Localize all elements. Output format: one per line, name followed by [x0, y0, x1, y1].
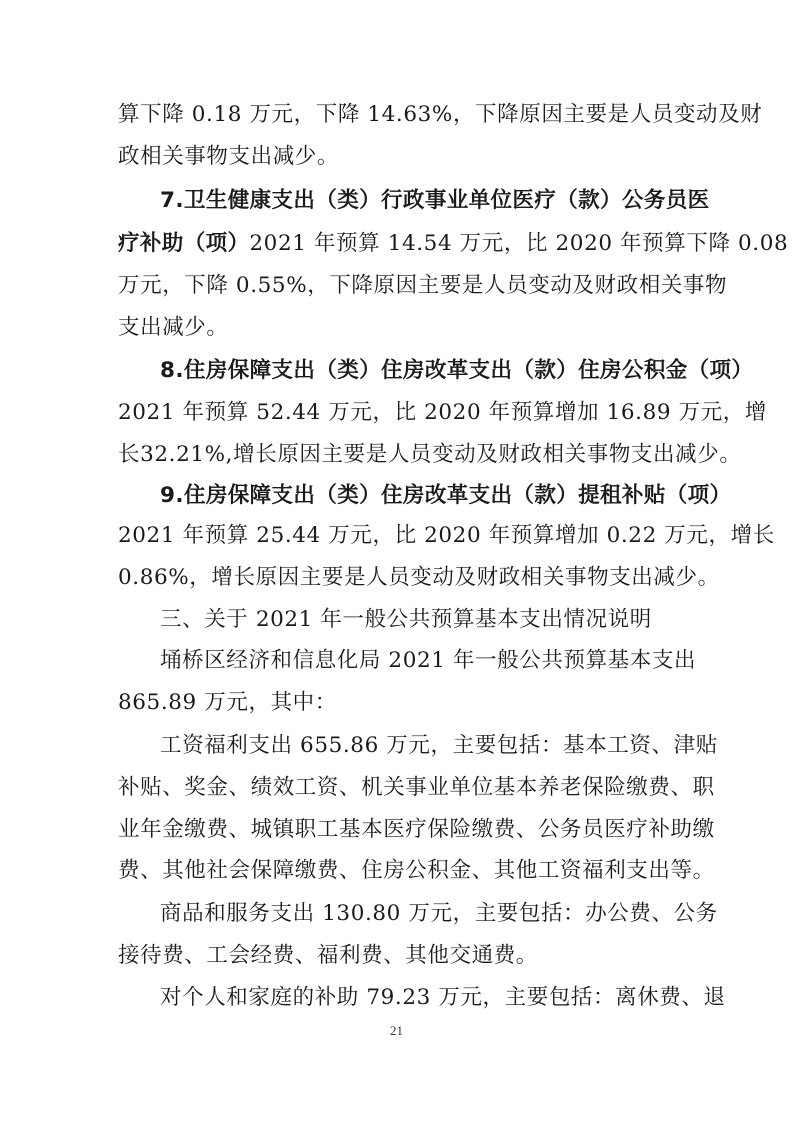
- paragraph-line: 业年金缴费、城镇职工基本医疗保险缴费、公务员医疗补助缴: [118, 817, 715, 842]
- paragraph-line: 工资福利支出 655.86 万元，主要包括：基本工资、津贴: [160, 733, 718, 758]
- paragraph-line: 算下降 0.18 万元，下降 14.63%，下降原因主要是人员变动及财: [118, 102, 763, 127]
- paragraph-line: 2021 年预算 25.44 万元，比 2020 年预算增加 0.22 万元，增长: [118, 523, 775, 548]
- paragraph-line: 商品和服务支出 130.80 万元，主要包括：办公费、公务: [160, 901, 718, 926]
- paragraph-line: 费、其他社会保障缴费、住房公积金、其他工资福利支出等。: [118, 858, 715, 883]
- paragraph-line: 接待费、工会经费、福利费、其他交通费。: [118, 943, 538, 968]
- page-number: 21: [390, 1023, 403, 1038]
- paragraph-line: 补贴、奖金、绩效工资、机关事业单位基本养老保险缴费、职: [118, 775, 715, 800]
- paragraph-line: 2021 年预算 52.44 万元，比 2020 年预算增加 16.89 万元，增: [118, 400, 767, 425]
- paragraph-line: 865.89 万元，其中：: [118, 690, 337, 715]
- paragraph-line: 政相关事物支出减少。: [118, 144, 340, 169]
- paragraph-line: 万元，下降 0.55%，下降原因主要是人员变动及财政相关事物: [118, 273, 728, 298]
- section-heading-health-cont: 疗补助（项）: [118, 231, 250, 256]
- paragraph-line: 支出减少。: [118, 315, 229, 340]
- section-heading-rent-subsidy: 9.住房保障支出（类）住房改革支出（款）提租补贴（项）: [160, 483, 732, 508]
- section-heading-housing-fund: 8.住房保障支出（类）住房改革支出（款）住房公积金（项）: [160, 358, 754, 383]
- paragraph-line: 对个人和家庭的补助 79.23 万元，主要包括：离休费、退: [160, 985, 726, 1010]
- paragraph-line: 0.86%，增长原因主要是人员变动及财政相关事物支出减少。: [118, 565, 720, 590]
- paragraph-line: [118, 229, 789, 259]
- section-heading-health: 7.卫生健康支出（类）行政事业单位医疗（款）公务员医: [160, 188, 710, 213]
- section-heading-basic-expenditure: 三、关于 2021 年一般公共预算基本支出情况说明: [160, 607, 652, 632]
- paragraph-line: 埇桥区经济和信息化局 2021 年一般公共预算基本支出: [160, 648, 697, 673]
- paragraph-text: 2021 年预算 14.54 万元，比 2020 年预算下降 0.08: [249, 231, 789, 256]
- paragraph-line: 长32.21%,增长原因主要是人员变动及财政相关事物支出减少。: [118, 442, 742, 467]
